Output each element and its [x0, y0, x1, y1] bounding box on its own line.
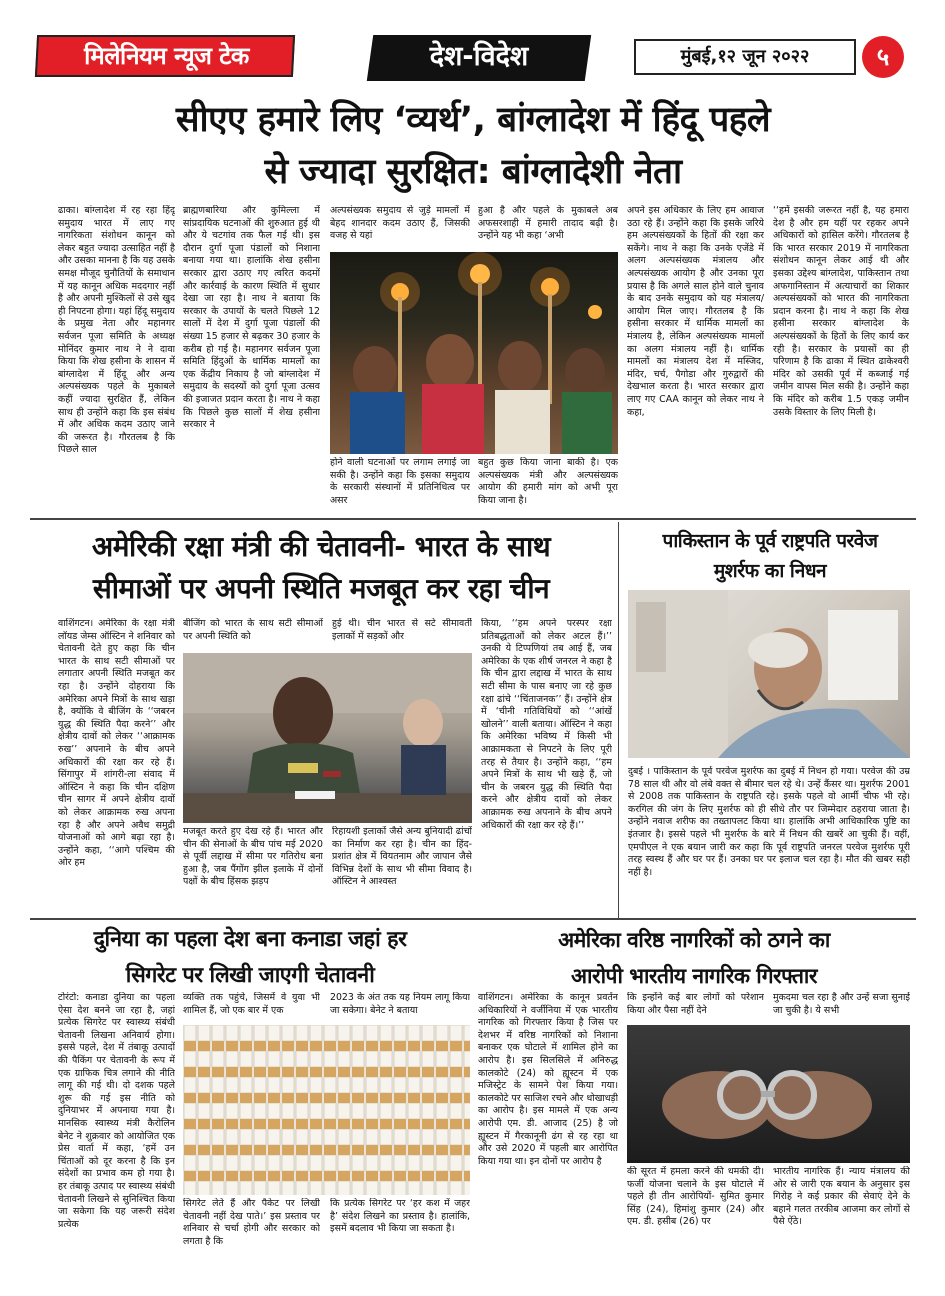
section-title: देश-विदेश — [429, 41, 529, 72]
story2-col4: किया, ‘‘हम अपने परस्पर रक्षा प्रतिबद्धताओं को लेकर अटल हैं।’’ उनकी ये टिप्पणियां तब आई हैं, जब अमेरिका के एक शीर्ष जनरल ने कहा है कि चीन द्वारा लद्दाख में भारत के साथ सटी सीमा के पास बनाए जा रहे कुछ रक्षा ढांचे ‘‘चिंताजनक’’ हैं। उन्होंने क्षेत्र में ‘चीनी गतिविधियों को ‘‘आंखें खोलने’’ वाली बताया। ऑस्टिन ने कहा कि अमेरिका भविष्य में किसी भी आक्रामकता से निपटने के लिए पूरी तरह से तैयार है। उन्होंने कहा, ‘‘हम अपने मित्रों के साथ भी खड़े हैं, जो चीन के जबरन युद्ध की स्थिति पैदा करने और क्षेत्रीय दावों को लेकर आक्रामक रुख अपनाने के बीच अपने अधिकारों की रक्षा कर रहे हैं।’’ — [481, 618, 612, 831]
cigarettes-stack — [183, 1025, 470, 1195]
hearing-scene — [183, 653, 472, 823]
masthead — [36, 35, 910, 81]
handcuffs-photo — [627, 1025, 910, 1163]
story4-col2-bottom: सिगरेट लेते हैं और पैकेट पर लिखी चेतावनी नहीं देख पाते।’ इस प्रस्ताव पर शनिवार से चर्चा होगी और सरकार को लगता है कि — [183, 1198, 320, 1247]
story1-col3-bottom: होने वाली घटनाओं पर लगाम लगाई जा सकी है। उन्होंने कहा कि इसका समुदाय के सरकारी संस्थानों में प्रतिनिधित्व पर असर — [330, 457, 470, 506]
hospital-scene — [628, 590, 910, 758]
story5-col3-top: मुकदमा चल रहा है और उन्हें सजा सुनाई जा चुकी है। ये सभी — [773, 992, 910, 1016]
story3-headline-line1: पाकिस्तान के पूर्व राष्ट्रपति परवेज — [662, 530, 878, 552]
edition-date: मुंबई,१२ जून २०२२ — [680, 46, 810, 67]
story2-col3-bottom: रिहायशी इलाकों जैसे अन्य बुनियादी ढांचों का निर्माण कर रहा है। चीन का हिंद-प्रशांत क्षेत्र में वियतनाम और जापान जैसे विभिन्न देशों के साथ भी सीमा विवाद है। ऑस्टिन ने आश्वस्त — [332, 826, 472, 888]
page-number: ५ — [876, 43, 890, 71]
story1-headline-line1: सीएए हमारे लिए ‘व्यर्थ’, बांग्लादेश में हिंदू पहले — [175, 100, 771, 140]
story1-col2: ब्राह्मणबारिया और कुमिल्ला में सांप्रदायिक घटनाओं की शुरुआत हुई थी और ये चटगांव तक फैल गई थी। इस दौरान दुर्गा पूजा पंडालों को निशाना बनाया गया था। हालांकि शेख हसीना सरकार द्वारा उठाए गए त्वरित कदमों और कार्रवाई के कारण स्थिति में सुधार देखा जा रहा है। नाथ ने बताया कि सरकार के उपायों के चलते पिछले 12 सालों में देश में दुर्गा पूजा पंडालों की संख्या 15 हजार से बढ़कर 30 हजार के करीब हो गई है। महानगर सर्वजन पूजा समिति हिंदुओं के धार्मिक मामलों का एक केंद्रीय निकाय है जो बांग्लादेश में समुदाय के सदस्यों को दुर्गा पूजा उत्सव की इजाजत प्रदान करता है। नाथ ने कहा कि पिछले कुछ सालों में शेख हसीना सरकार ने — [183, 205, 320, 431]
story5-col1: वाशिंगटन। अमेरिका के कानून प्रवर्तन अधिकारियों ने वर्जीनिया में एक भारतीय नागरिक को गिरफ्तार किया है जिस पर देशभर में वरिष्ठ नागरिकों को निशाना बनाकर एक घोटाले में शामिल होने का आरोप है। इस सिलसिले में अनिरुद्ध कालकोटे (24) को ह्यूस्टन में एक मजिस्ट्रेट के सामने पेश किया गया। कालकोटे पर साजिश रचने और धोखाधड़ी का आरोप है। इस मामले में एक अन्य आरोपी एम. डी. आजाद (25) है जो ह्यूस्टन में गैरकानूनी ढंग से रह रहा था और उसे 2020 में पहली बार आरोपित किया गया था। इन दोनों पर आरोप है — [478, 992, 618, 1167]
candle-protest-photo — [330, 252, 618, 454]
story1-col1: ढाका। बांग्लादेश में रह रहा हिंदू समुदाय भारत में लाए गए नागरिकता संशोधन कानून को लेकर बहुत ज्यादा उत्साहित नहीं है और उसका मानना है कि यह उसके समक्ष मौजूद चुनौतियों के समाधान में यह कानून अधिक मददगार नहीं है और अपनी मुश्किलों से उसे खुद ही निपटना होगा। यहां हिंदू समुदाय के प्रमुख नेता और महानगर सर्वजन पूजा समिति के अध्यक्ष मोनिंदर कुमार नाथ ने ने दावा किया कि शेख हसीना के शासन में बांग्लादेश में हिंदू और अन्य अल्पसंख्यक पहले के मुकाबले कहीं ज्यादा सुरक्षित हैं, लेकिन साथ ही उन्होंने कहा कि इस संबंध में और अधिक कदम उठाए जाने की जरूरत है। गौरतलब है कि पिछले साल — [58, 205, 175, 456]
vertical-divider — [618, 522, 619, 918]
story3-body: दुबई । पाकिस्तान के पूर्व परवेज मुशर्रफ का दुबई में निधन हो गया। परवेज की उम्र 78 साल थी और वो लंबे वक्त से बीमार चल रहे थे। उन्हें कैंसर था। मुशर्रफ 2001 से 2008 तक पाकिस्तान के राष्ट्रपति रहे। इसके पहले वो आर्मी चीफ भी रहे। करगिल की जंग के लिए मुशर्रफ को ही सीधे तौर पर जिम्मेदार ठहराया जाता है। उन्होंने नवाज शरीफ का तख्तापलट किया था। हालांकि अभी आधिकारिक पुष्टि का इंतजार है। इससे पहले भी मुशर्रफ के बारे में निधन की खबरें आ चुकी हैं। वहीं, एमपीएल ने एक बयान जारी कर कहा कि पूर्व राष्ट्रपति जनरल परवेज मुशर्रफ पूरी तरह स्वस्थ हैं और घर पर हैं। उनका घर पर इलाज चल रहा है। मौत की खबर सही नहीं है। — [628, 766, 910, 878]
story2-headline-line1: अमेरिकी रक्षा मंत्री की चेतावनी- भारत के साथ — [91, 530, 551, 563]
story2-col2-bottom: मजबूत करते हुए देख रहे हैं। भारत और चीन की सेनाओं के बीच पांच मई 2020 से पूर्वी लद्दाख में सीमा पर गतिरोध बना हुआ है, जब पैंगोंग झील इलाके में दोनों पक्षों के बीच हिंसक झड़प — [183, 826, 323, 888]
story4-headline-line2: सिगरेट पर लिखी जाएगी चेतावनी — [125, 963, 375, 988]
story1-col6: ‘‘हमें इसकी जरूरत नहीं है, यह हमारा देश है और हम यहीं पर रहकर अपने अधिकारों को हासिल करेंगे। गौरतलब है कि भारत सरकार 2019 में नागरिकता संशोधन कानून लेकर आई थी और इसका उद्देश्य बांग्लादेश, पाकिस्तान तथा अफगानिस्तान में अत्याचारों का शिकार अल्पसंख्यकों को भारत की नागरिकता प्रदान करना है। नाथ ने कहा कि शेख हसीना सरकार बांग्लादेश के अल्पसंख्यकों के हितों के लिए कार्य कर रही है। सरकार के प्रयासों का ही परिणाम है कि ढाका में स्थित ढाकेश्वरी मंदिर को उसकी पूर्व में कब्जाई गई जमीन वापस मिल सकी है। उन्होंने कहा कि मंदिर को करीब 1.5 एकड़ जमीन उसके विस्तार के लिए मिली है। — [773, 205, 909, 418]
story4-headline-line1: दुनिया का पहला देश बना कनाडा जहां हर — [93, 927, 407, 952]
cigarettes-photo — [183, 1025, 470, 1195]
story5-col2-top: कि इन्होंने कई बार लोगों को परेशान किया और पैसा नहीं देने — [627, 992, 764, 1016]
story5-headline-line1: अमेरिका वरिष्ठ नागरिकों को ठगने का — [558, 928, 830, 952]
musharraf-hospital-photo — [628, 590, 910, 758]
story1-headline-line2: से ज्यादा सुरक्षित: बांग्लादेशी नेता — [264, 152, 682, 192]
story2-headline-line2: सीमाओं पर अपनी स्थिति मजबूत कर रहा चीन — [92, 572, 550, 605]
story4-col3-top: 2023 के अंत तक यह नियम लागू किया जा सकेगा। बेनेट ने बताया — [330, 992, 470, 1016]
story5-col3-bottom: भारतीय नागरिक हैं। न्याय मंत्रालय की ओर से जारी एक बयान के अनुसार इस गिरोह ने कई प्रकार की सेवाएं देने के बहाने गलत तरकीब आजमा कर लोगों से पैसे ऐंठे। — [773, 1166, 910, 1228]
story1-col4-top: हुआ है और पहले के मुकाबले अब अफसरशाही में हमारी तादाद बढ़ी है। उन्होंने यह भी कहा ‘अभी — [478, 205, 618, 242]
story4-col2-top: व्यक्ति तक पहुंचे, जिसमें वे युवा भी शामिल हैं, जो एक बार में एक — [183, 992, 320, 1016]
story1-col3-top: अल्पसंख्यक समुदाय से जुड़े मामलों में बेहद शानदार कदम उठाए हैं, जिसकी वजह से यहां — [330, 205, 470, 242]
story4-col1: टोरंटो: कनाडा दुनिया का पहला ऐसा देश बनने जा रहा है, जहां प्रत्येक सिगरेट पर स्वास्थ्य संबंधी चेतावनी लिखना अनिवार्य होगा। इससे पहले, देश में तंबाकू उत्पादों की पैकिंग पर चेतावनी के रूप में एक ग्राफिक चित्र लगाने की नीति लागू की गई थी। दो दशक पहले शुरू की गई इस नीति को दुनियाभर में अपनाया गया है। मानसिक स्वास्थ्य मंत्री कैरोलिन बेनेट ने शुक्रवार को आयोजित एक प्रेस वार्ता में कहा, ‘हमें उन चिंताओं को दूर करना है कि इन संदेशों का प्रभाव कम हो गया है। हर तंबाकू उत्पाद पर स्वास्थ्य संबंधी चेतावनी लिखने से सुनिश्चित किया जा सकेगा कि यह जरूरी संदेश प्रत्येक — [58, 992, 175, 1230]
story2-col1: वाशिंगटन। अमेरिका के रक्षा मंत्री लॉयड जेम्स ऑस्टिन ने शनिवार को चेतावनी देते हुए कहा कि चीन भारत के साथ सटी सीमाओं पर लगातार अपनी स्थिति मजबूत कर रहा है। उन्होंने दोहराया कि अमेरिका अपने मित्रों के साथ खड़ा है, क्योंकि वे बीजिंग के ‘‘जबरन युद्ध की स्थिति पैदा करने’’ और क्षेत्रीय दावों को लेकर ‘‘आक्रामक रुख’’ अपनाने के बीच अपने अधिकारों की रक्षा कर रहे हैं। सिंगापुर में शांगरी-ला संवाद में ऑस्टिन ने कहा कि चीन दक्षिण चीन सागर में अपने क्षेत्रीय दावों को लेकर आक्रामक रुख अपना रहा है और अपने अवैध समुद्री योजनाओं को आगे बढ़ा रहा है। उन्होंने कहा, ‘‘आगे पश्चिम की ओर हम — [58, 618, 175, 869]
divider — [30, 518, 916, 520]
divider — [30, 918, 916, 920]
story2-col2-top: बीजिंग को भारत के साथ सटी सीमाओं पर अपनी स्थिति को — [183, 618, 323, 642]
handcuffs-scene — [627, 1025, 910, 1163]
story1-col4-bottom: बहुत कुछ किया जाना बाकी है। एक अल्पसंख्यक मंत्री और अल्पसंख्यक आयोग की हमारी मांग को अभी पूरा किया जाना है। — [478, 457, 618, 506]
protest-scene — [330, 252, 618, 454]
story3-headline-line2: मुशर्रफ का निधन — [713, 560, 827, 582]
defense-secretary-photo — [183, 653, 472, 823]
story5-col2-bottom: की सूरत में हमला करने की धमकी दी। फर्जी योजना चलाने के इस घोटाले में पहले ही तीन आरोपियों- सुमित कुमार सिंह (24), हिमांशु कुमार (24) और एम. डी. हसीब (26) पर — [627, 1166, 764, 1228]
paper-name: मिलेनियम न्यूज टेक — [84, 42, 249, 70]
story4-col3-bottom: कि प्रत्येक सिगरेट पर ‘हर कश में जहर है’ संदेश लिखने का प्रस्ताव है। हालांकि, इसमें बदलाव भी किया जा सकता है। — [330, 1198, 470, 1235]
story1-col5: अपने इस अधिकार के लिए हम आवाज उठा रहे हैं। उन्होंने कहा कि इसके जरिये हम अल्पसंख्यकों के हितों की रक्षा कर सकेंगे। नाथ ने कहा कि उनके एजेंडे में अलग अल्पसंख्यक मंत्रालय और अल्पसंख्यक आयोग है और उनका पूरा प्रयास है कि अगले साल होने वाले चुनाव के बाद उनके समुदाय को यह मंत्रालय/आयोग मिल जाए। गौरतलब है कि हसीना सरकार में धार्मिक मामलों का मंत्रालय है, लेकिन अल्पसंख्यक मामलों का अलग मंत्रालय नहीं है। धार्मिक मामलों का मंत्रालय देश में मस्जिद, मंदिर, चर्च, पैगोडा और गुरुद्वारों की देखभाल करता है। भारत सरकार द्वारा लाए गए CAA कानून को लेकर नाथ ने कहा, — [627, 205, 764, 418]
story2-col3-top: हुई थी। चीन भारत से सटे सीमावर्ती इलाकों में सड़कों और — [332, 618, 472, 642]
story5-headline-line2: आरोपी भारतीय नागरिक गिरफ्तार — [571, 964, 817, 988]
